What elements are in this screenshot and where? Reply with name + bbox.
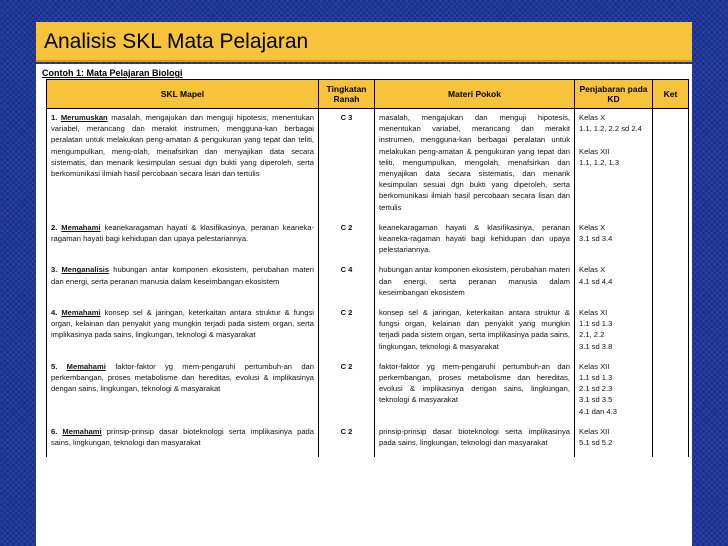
table-row (47, 264, 689, 307)
kd-line: 1.1 sd 1.3 (579, 319, 613, 329)
skl-text: masalah, mengajukan dan menguji hipotesis, menentukan variabel, merancang dan merakit instrumen, mengguna-kan berbagai peralatan untuk melakukan peng-amatan & pengukuran yang tepat dan teliti, mengumpulkan, meng-olah, menafsirkan dan menyajikan data secara sistematis, dan menarik kesimpulan sesuai dgn bukti yang diperoleh, serta berkomunikasi ilmiah hasil percobaan secara lisan dan tertulis (51, 113, 314, 179)
skl-verb: Memahami (61, 308, 101, 318)
kd-cell (575, 222, 653, 265)
table-row (47, 222, 689, 265)
materi-cell: konsep sel & jaringan, keterkaitan antara struktur & fungsi organ, kelainan dan penyakit yang mungkin terjadi pada sistem organ, serta implikasinya pada sains, lingkungan, teknologi & masyarakat (375, 307, 575, 361)
skl-cell (47, 264, 319, 307)
table-row (47, 426, 689, 457)
kd-line: Kelas X (579, 265, 606, 275)
skl-number: 1. (51, 113, 58, 122)
skl-number: 2. (51, 222, 58, 232)
document-sheet (36, 64, 692, 546)
table-row (47, 109, 689, 222)
skl-number: 4. (51, 308, 58, 318)
skl-cell (47, 222, 319, 265)
skl-verb: Memahami (61, 222, 101, 232)
kd-line: 1.1, 1.2, 2.2 sd 2.4 (579, 124, 642, 134)
skl-text: hubungan antar komponen ekosistem, perubahan materi dan energi, serta peranan manusia dalam keseimbangan ekosistem (51, 265, 314, 286)
kd-line: 2.1, 2.2 (579, 330, 605, 340)
kd-line: 3.1 sd 3.5 (579, 395, 613, 405)
skl-table (46, 79, 689, 457)
skl-text: prinsip-prinsip dasar bioteknologi serta implikasinya pada sains, lingkungan, teknologi dan masyarakat (51, 426, 314, 448)
sheet-label: Contoh 1: Mata Pelajaran Biologi (42, 68, 183, 78)
ranah-cell: C 2 (319, 361, 375, 426)
ket-cell (653, 222, 689, 265)
ket-cell (653, 307, 689, 361)
kd-line (579, 134, 648, 145)
skl-cell (47, 361, 319, 426)
header-skl: SKL Mapel (47, 80, 319, 109)
ranah-cell: C 2 (319, 307, 375, 361)
header-materi: Materi Pokok (375, 80, 575, 109)
ket-cell (653, 264, 689, 307)
kd-line: Kelas X (579, 222, 606, 232)
ket-cell (653, 361, 689, 426)
ranah-cell: C 3 (319, 109, 375, 222)
skl-number: 3. (51, 265, 58, 275)
table-header-row (47, 80, 689, 109)
header-kd: Penjabaran pada KD (575, 80, 653, 109)
table-row (47, 307, 689, 361)
skl-cell (47, 307, 319, 361)
materi-cell: masalah, mengajukan dan menguji hipotesis, menentukan variabel, merancang dan merakit instrumen, mengguna-kan berbagai peralatan untuk melakukan peng-amatan & pengukuran yang tepat dan teliti, mengumpulkan, mengolah, menafsirkan dan menyajikan data secara sistematis, dan menarik kesimpulan sesuai dgn bukti yang diperoleh, serta berkomunikasi ilmiah hasil percobaan secara lisan dan tertulis (375, 109, 575, 222)
kd-line: 2.1 sd 2.3 (579, 384, 613, 394)
slide-title: Analisis SKL Mata Pelajaran (44, 30, 309, 53)
materi-cell: hubungan antar komponen ekosistem, perubahan materi dan energi, serta peranan manusia dalam keseimbangan ekosistem (375, 264, 575, 307)
kd-line: Kelas XII (579, 361, 610, 371)
ranah-cell: C 4 (319, 264, 375, 307)
kd-line: 3.1 sd 3.4 (579, 234, 613, 244)
ket-cell (653, 109, 689, 222)
materi-cell: keanekaragaman hayati & klasifikasinya, peranan keaneka-ragaman hayati bagi kehidupan dan upaya pelestariannya. (375, 222, 575, 265)
skl-verb: Memahami (66, 361, 106, 371)
skl-cell (47, 426, 319, 457)
skl-verb: Memahami (62, 426, 102, 436)
ranah-cell: C 2 (319, 426, 375, 457)
materi-cell: prinsip-prinsip dasar bioteknologi serta implikasinya pada sains, lingkungan, teknologi dan masyarakat (375, 426, 575, 457)
ket-cell (653, 426, 689, 457)
kd-line: 3.1 sd 3.8 (579, 341, 613, 351)
header-ranah: Tingkatan Ranah (319, 80, 375, 109)
skl-number: 5. (51, 361, 58, 371)
ranah-cell: C 2 (319, 222, 375, 265)
kd-cell (575, 361, 653, 426)
kd-line: Kelas XI (579, 308, 608, 318)
kd-line: Kelas XII (579, 146, 610, 156)
slide-title-bar (36, 22, 692, 62)
skl-text: konsep sel & jaringan, keterkaitan antara struktur & fungsi organ, kelainan dan penyakit yang mungkin terjadi pada sistem organ, serta implikasinya pada sains, lingkungan, teknologi & masyarakat (51, 308, 314, 340)
skl-number: 6. (51, 426, 58, 436)
header-ket: Ket (653, 80, 689, 109)
skl-text: faktor-faktor yg mem-pengaruhi pertumbuh-an dan perkembangan, proses metabolisme dan hereditas, evolusi & implikasinya dengan sains, lingkungan, teknologi & masyarakat (51, 361, 314, 394)
kd-line: 4.1 dan 4.3 (579, 406, 618, 416)
kd-cell (575, 426, 653, 457)
skl-cell (47, 109, 319, 222)
kd-cell (575, 264, 653, 307)
table-row (47, 361, 689, 426)
skl-text: keanekaragaman hayati & klasifikasinya, peranan keaneka-ragaman hayati bagi kehidupan dan upaya pelestariannya. (51, 222, 314, 244)
kd-cell (575, 307, 653, 361)
materi-cell: faktor-faktor yg mem-pengaruhi pertumbuh-an dan perkembangan, proses metabolisme dan hereditas, evolusi & implikasinya dengan sains, lingkungan, teknologi & masyarakat (375, 361, 575, 426)
kd-line: 1.1, 1.2, 1.3 (579, 157, 620, 167)
kd-line: Kelas X (579, 113, 606, 122)
kd-line: 5.1 sd 5.2 (579, 438, 613, 448)
kd-cell (575, 109, 653, 222)
skl-verb: Menganalisis (61, 265, 110, 275)
kd-line: 1.1 sd 1.3 (579, 373, 613, 383)
kd-line: 4.1 sd 4.4 (579, 276, 613, 286)
skl-verb: Merumuskan (60, 113, 108, 122)
kd-line: Kelas XII (579, 426, 610, 436)
